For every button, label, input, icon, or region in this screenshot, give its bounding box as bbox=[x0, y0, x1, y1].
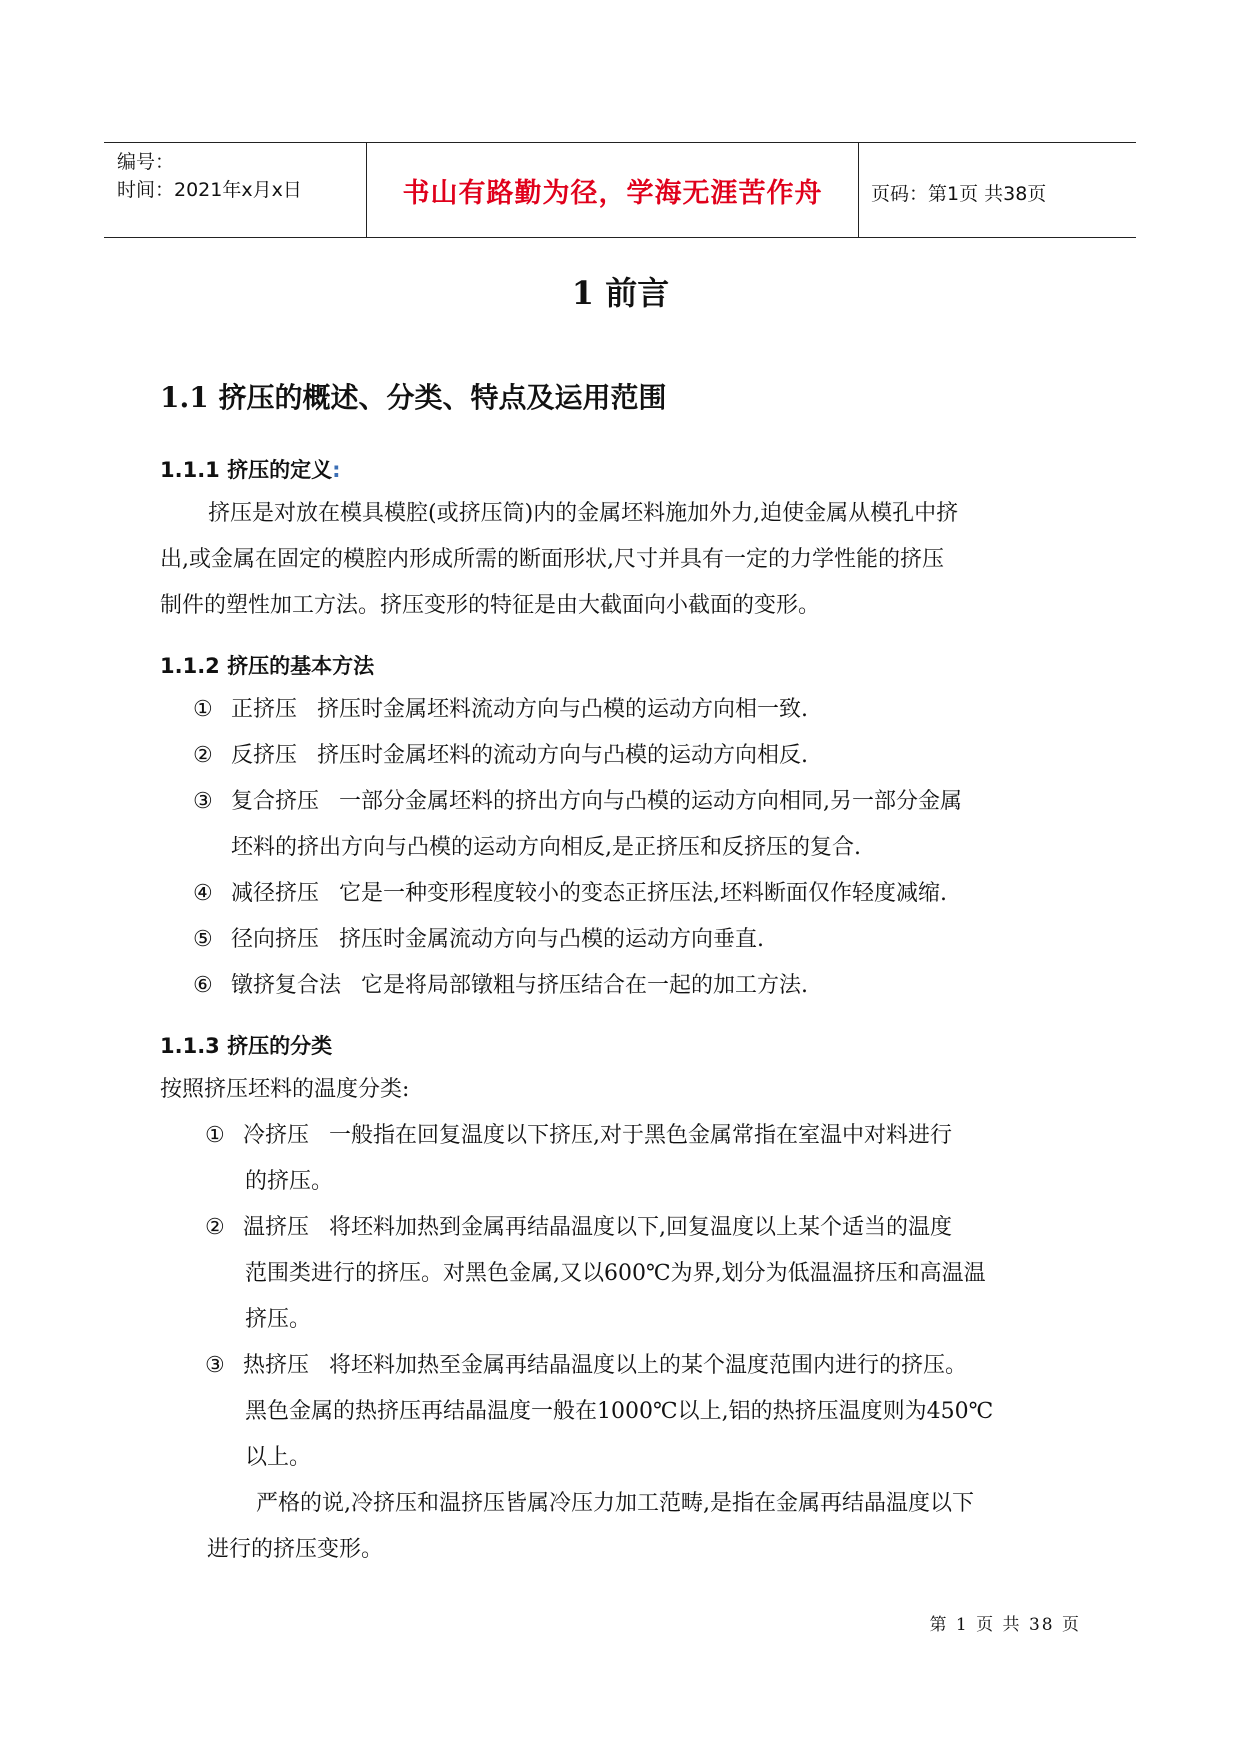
list-item bbox=[205, 1348, 967, 1379]
item-number: ③ bbox=[193, 789, 213, 814]
item-term: 复合挤压 bbox=[231, 789, 320, 814]
list-item bbox=[193, 922, 764, 953]
page-footer: 第 1 页 共 38 页 bbox=[929, 1615, 1081, 1635]
header-info-cell bbox=[104, 143, 367, 237]
item-text: 挤压时金属流动方向与凸模的运动方向垂直. bbox=[339, 927, 765, 952]
section-heading: 1.1 挤压的概述、分类、特点及运用范围 bbox=[160, 381, 667, 414]
heading-text: 1.1.1 挤压的定义 bbox=[160, 458, 333, 482]
classification-intro: 按照挤压坯料的温度分类: bbox=[160, 1077, 410, 1102]
page-header bbox=[104, 142, 1136, 238]
list-item bbox=[193, 784, 962, 815]
item-text: 它是将局部镦粗与挤压结合在一起的加工方法. bbox=[361, 973, 809, 998]
item-text: 将坯料加热至金属再结晶温度以上的某个温度范围内进行的挤压。 bbox=[329, 1353, 968, 1378]
list-item-continuation: 黑色金属的热挤压再结晶温度一般在1000℃以上,铝的热挤压温度则为450℃ bbox=[245, 1399, 994, 1424]
subsection-heading-classification: 1.1.3 挤压的分类 bbox=[160, 1034, 333, 1058]
list-item bbox=[205, 1210, 952, 1241]
item-text: 挤压时金属坯料流动方向与凸模的运动方向相一致. bbox=[317, 697, 809, 722]
item-text: 一般指在回复温度以下挤压,对于黑色金属常指在室温中对料进行 bbox=[329, 1123, 953, 1148]
list-item bbox=[193, 738, 808, 769]
page-title: 1 前言 bbox=[571, 274, 670, 312]
motto: 书山有路勤为径，学海无涯苦作舟 bbox=[402, 178, 823, 209]
time-label: 时间：2021年x月x日 bbox=[117, 179, 302, 201]
item-number: ① bbox=[193, 697, 213, 722]
page-label: 页码：第1页 共38页 bbox=[871, 183, 1047, 205]
definition-line: 制件的塑性加工方法。挤压变形的特征是由大截面向小截面的变形。 bbox=[160, 593, 821, 618]
item-number: ① bbox=[205, 1123, 225, 1148]
item-number: ⑥ bbox=[193, 973, 213, 998]
header-page-cell bbox=[859, 143, 1136, 237]
item-term: 温挤压 bbox=[243, 1215, 310, 1240]
list-item bbox=[193, 692, 808, 723]
item-text: 它是一种变形程度较小的变态正挤压法,坯料断面仅作轻度减缩. bbox=[339, 881, 948, 906]
list-item bbox=[205, 1118, 952, 1149]
item-term: 正挤压 bbox=[231, 697, 298, 722]
item-term: 减径挤压 bbox=[231, 881, 320, 906]
item-term: 径向挤压 bbox=[231, 927, 320, 952]
heading-colon: : bbox=[332, 458, 341, 482]
item-term: 冷挤压 bbox=[243, 1123, 310, 1148]
note-line: 进行的挤压变形。 bbox=[207, 1537, 384, 1562]
item-number: ② bbox=[193, 743, 213, 768]
list-item-continuation: 坯料的挤出方向与凸模的运动方向相反,是正挤压和反挤压的复合. bbox=[231, 835, 861, 860]
list-item bbox=[193, 968, 808, 999]
list-item bbox=[193, 876, 947, 907]
item-number: ③ bbox=[205, 1353, 225, 1378]
subsection-heading-methods: 1.1.2 挤压的基本方法 bbox=[160, 654, 375, 678]
item-number: ② bbox=[205, 1215, 225, 1240]
serial-label: 编号： bbox=[117, 151, 175, 173]
item-number: ④ bbox=[193, 881, 213, 906]
item-term: 反挤压 bbox=[231, 743, 298, 768]
list-item-continuation: 以上。 bbox=[245, 1445, 312, 1470]
list-item-continuation: 挤压。 bbox=[245, 1307, 312, 1332]
header-motto-cell bbox=[367, 143, 859, 237]
definition-line: 出,或金属在固定的模腔内形成所需的断面形状,尺寸并具有一定的力学性能的挤压 bbox=[160, 547, 944, 572]
note-line: 严格的说,冷挤压和温挤压皆属冷压力加工范畴,是指在金属再结晶温度以下 bbox=[256, 1491, 974, 1516]
item-number: ⑤ bbox=[193, 927, 213, 952]
item-term: 镦挤复合法 bbox=[231, 973, 342, 998]
item-text: 将坯料加热到金属再结晶温度以下,回复温度以上某个适当的温度 bbox=[329, 1215, 953, 1240]
item-text: 一部分金属坯料的挤出方向与凸模的运动方向相同,另一部分金属 bbox=[339, 789, 963, 814]
list-item-continuation: 范围类进行的挤压。对黑色金属,又以600℃为界,划分为低温温挤压和高温温 bbox=[245, 1261, 986, 1286]
definition-line: 挤压是对放在模具模腔(或挤压筒)内的金属坯料施加外力,迫使金属从模孔中挤 bbox=[208, 501, 959, 526]
item-term: 热挤压 bbox=[243, 1353, 310, 1378]
list-item-continuation: 的挤压。 bbox=[245, 1169, 334, 1194]
item-text: 挤压时金属坯料的流动方向与凸模的运动方向相反. bbox=[317, 743, 809, 768]
subsection-heading-definition bbox=[160, 454, 341, 484]
